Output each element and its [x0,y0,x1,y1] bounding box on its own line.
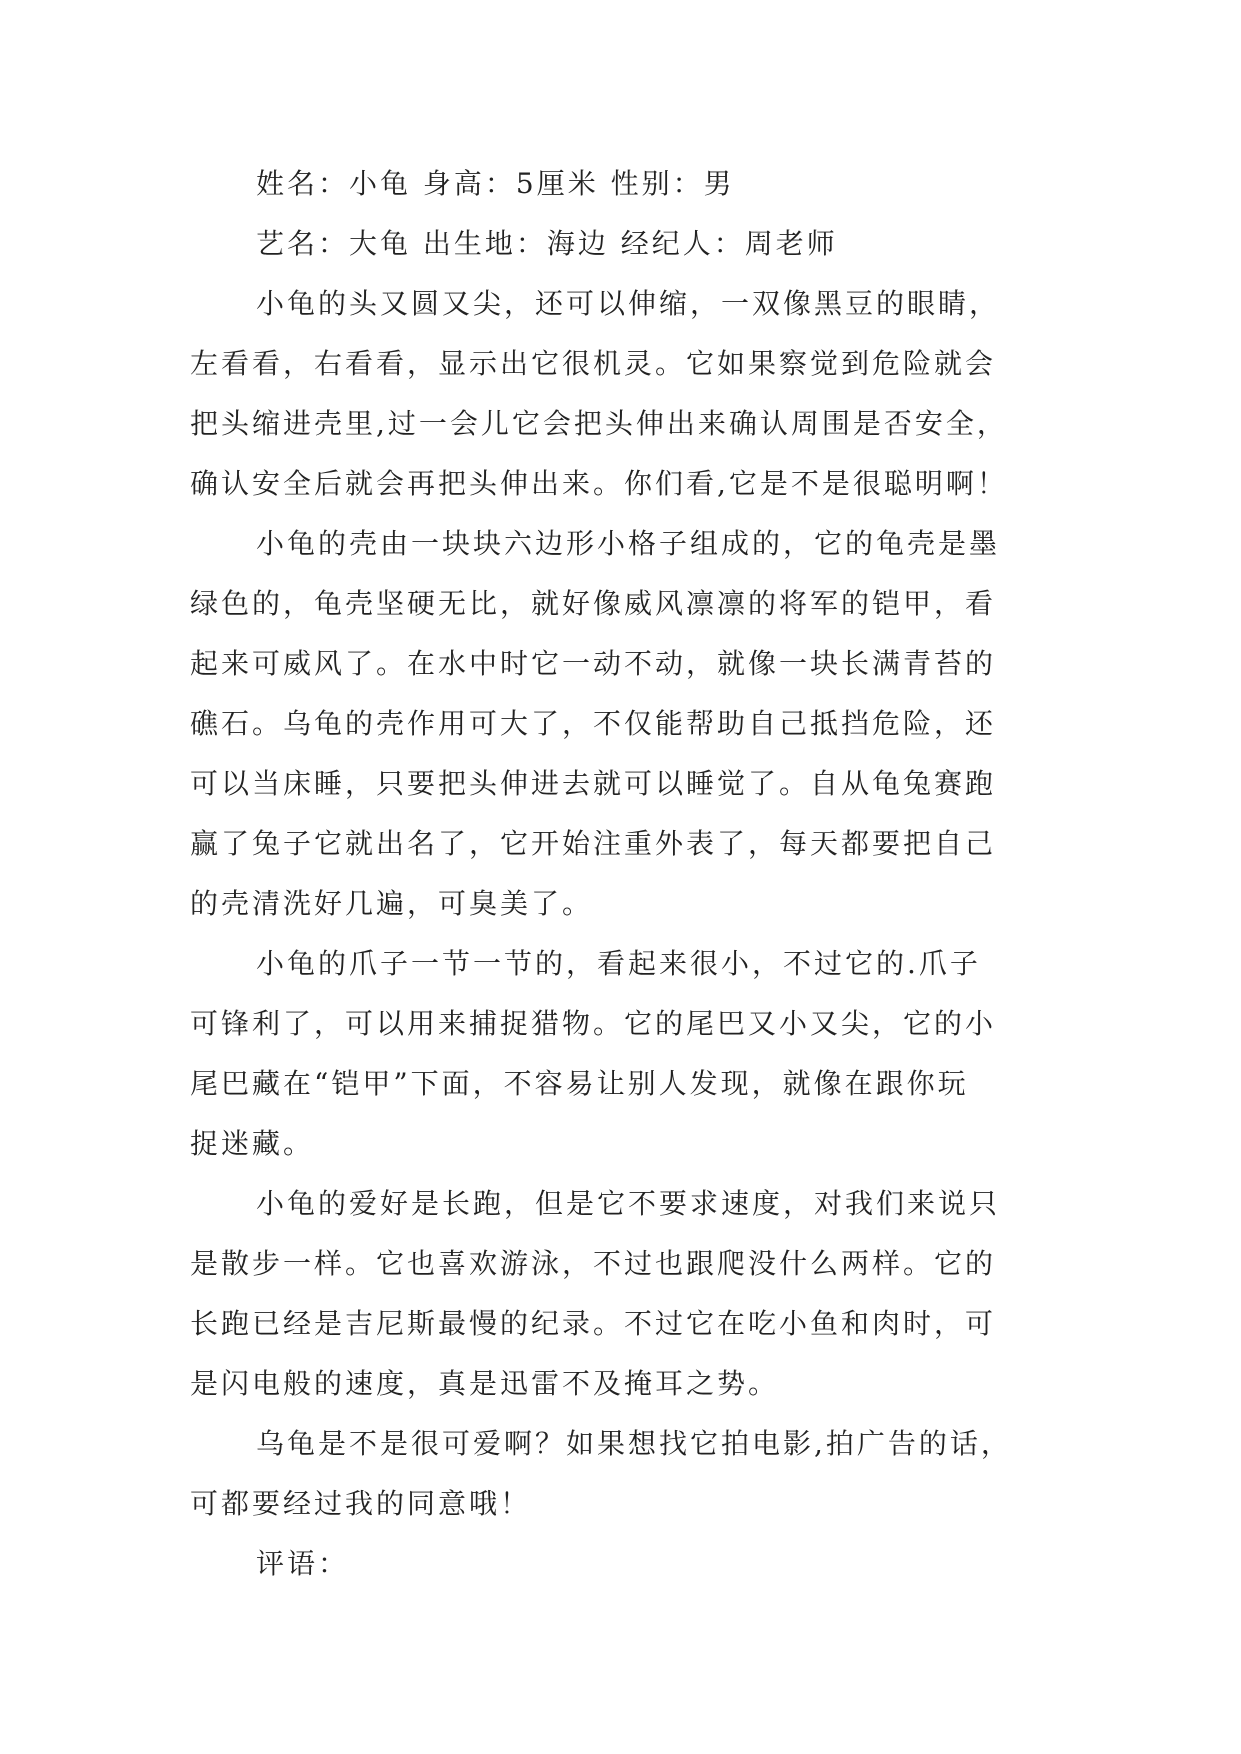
paragraph-shell [190,514,1060,934]
paragraph-line: 是散步一样。它也喜欢游泳，不过也跟爬没什么两样。它的 [190,1247,997,1280]
paragraph-line: 长跑已经是吉尼斯最慢的纪录。不过它在吃小鱼和肉时，可 [190,1307,997,1340]
paragraph-line: 捉迷藏。 [190,1127,315,1160]
paragraph-line: 小龟的爱好是长跑，但是它不要求速度，对我们来说只 [256,1187,1001,1220]
paragraph-line: 礁石。乌龟的壳作用可大了，不仅能帮助自己抵挡危险，还 [190,707,997,740]
comment-label: 评语： [256,1547,350,1580]
paragraph-hobbies [190,1174,1060,1414]
paragraph-line: 的壳清洗好几遍，可臭美了。 [190,887,594,920]
paragraph-line: 左看看，右看看，显示出它很机灵。它如果察觉到危险就会 [190,347,997,380]
paragraph-closing [190,1414,1060,1534]
paragraph-line: 乌龟是不是很可爱啊？如果想找它拍电影,拍广告的话， [256,1427,1012,1460]
paragraph-line: 确认安全后就会再把头伸出来。你们看,它是不是很聪明啊！ [190,467,1008,500]
paragraph-claws [190,934,1060,1174]
paragraph-line: 是闪电般的速度，真是迅雷不及掩耳之势。 [190,1367,780,1400]
paragraph-head [190,274,1060,514]
paragraph-line: 把头缩进壳里,过一会儿它会把头伸出来确认周围是否安全， [190,407,1008,440]
paragraph-line: 可以当床睡，只要把头伸进去就可以睡觉了。自从龟兔赛跑 [190,767,997,800]
paragraph-line: 可都要经过我的同意哦！ [190,1487,532,1520]
paragraph-line: 小龟的壳由一块块六边形小格子组成的，它的龟壳是墨 [256,527,1001,560]
paragraph-line: 绿色的，龟壳坚硬无比，就好像威风凛凛的将军的铠甲，看 [190,587,997,620]
document-page [190,154,1060,1594]
paragraph-line: 小龟的头又圆又尖，还可以伸缩，一双像黑豆的眼睛， [256,287,1001,320]
profile-line-stage-name: 艺名：大龟 出生地：海边 经纪人：周老师 [256,227,838,260]
paragraph-line: 小龟的爪子一节一节的，看起来很小，不过它的.爪子 [256,947,981,980]
paragraph-line: 起来可威风了。在水中时它一动不动，就像一块长满青苔的 [190,647,997,680]
paragraph-line: 赢了兔子它就出名了，它开始注重外表了，每天都要把自己 [190,827,997,860]
paragraph-line: 尾巴藏在“铠甲”下面，不容易让别人发现，就像在跟你玩 [190,1067,969,1100]
paragraph-line: 可锋利了，可以用来捕捉猎物。它的尾巴又小又尖，它的小 [190,1007,997,1040]
profile-line-name: 姓名：小龟 身高：5厘米 性别：男 [256,167,735,200]
